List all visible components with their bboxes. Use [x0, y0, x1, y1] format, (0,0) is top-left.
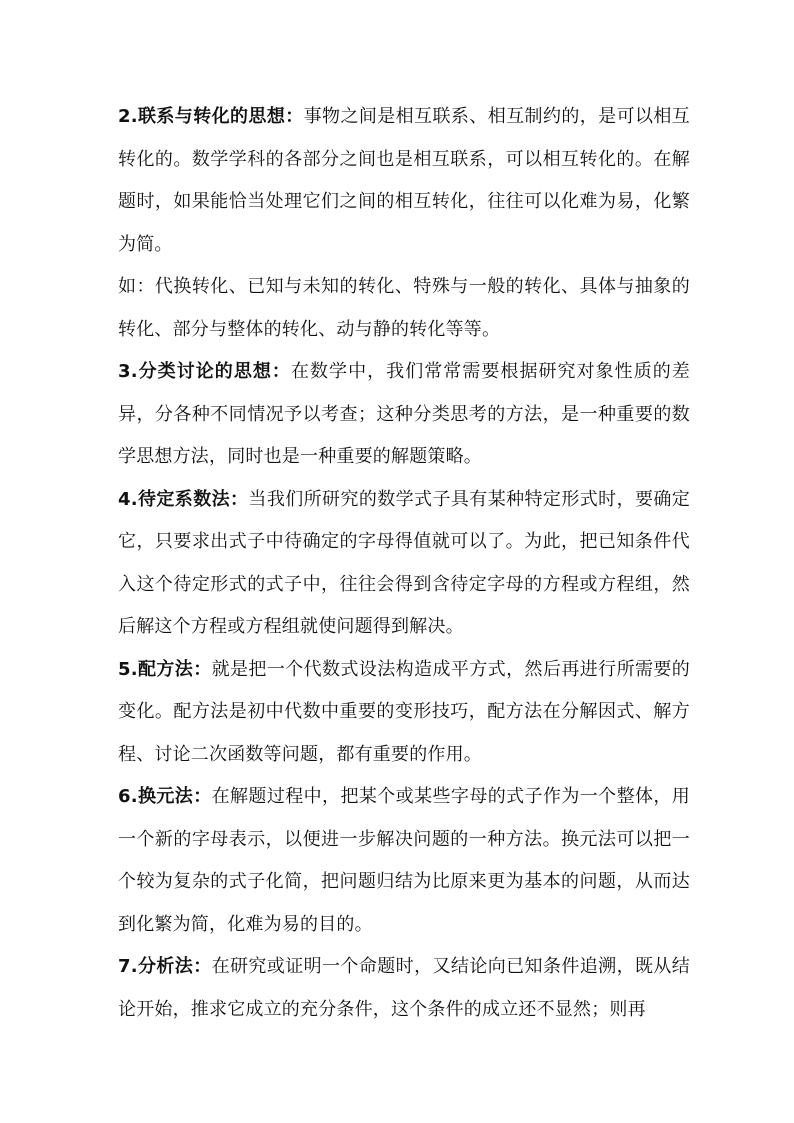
paragraph-analysis [118, 946, 690, 1031]
paragraph-term: 2.联系与转化的思想： [118, 106, 304, 127]
paragraph-term: 5.配方法： [118, 658, 212, 680]
paragraph-classification [118, 351, 690, 479]
paragraph-substitution [118, 776, 690, 946]
paragraph-examples [118, 266, 690, 351]
paragraph-term: 7.分析法： [118, 956, 212, 977]
paragraph-text: 事物之间是相互联系、相互制约的，是可以相互转化的。数学学科的各部分之间也是相互联系，可以相互转化的。在解题时，如果能恰当处理它们之间的相互转化，往往可以化难为易，化繁为简。 [118, 106, 690, 255]
paragraph-text: 如：代换转化、已知与未知的转化、特殊与一般的转化、具体与抽象的转化、部分与整体的转化、动与静的转化等等。 [118, 276, 690, 340]
paragraph-term: 3.分类讨论的思想： [118, 361, 291, 382]
paragraph-contact-transform [118, 96, 690, 266]
paragraph-text: 在研究或证明一个命题时，又结论向已知条件追溯，既从结论开始，推求它成立的充分条件，这个条件的成立还不显然；则再 [118, 956, 691, 1020]
paragraph-term: 4.待定系数法： [118, 488, 249, 510]
paragraph-term: 6.换元法： [118, 786, 212, 807]
paragraph-text: 在解题过程中，把某个或某些字母的式子作为一个整体，用一个新的字母表示，以便进一步解决问题的一种方法。换元法可以把一个较为复杂的式子化简，把问题归结为比原来更为基本的问题，从而达到化繁为简，化难为易的目的。 [118, 786, 691, 935]
paragraph-text: 在数学中，我们常常需要根据研究对象性质的差异，分各种不同情况予以考查；这种分类思考的方法，是一种重要的数学思想方法，同时也是一种重要的解题策略。 [118, 361, 690, 467]
paragraph-undetermined-coefficients [118, 479, 690, 649]
paragraph-text: 就是把一个代数式设法构造成平方式，然后再进行所需要的变化。配方法是初中代数中重要的变形技巧，配方法在分解因式、解方程、讨论二次函数等问题，都有重要的作用。 [118, 658, 691, 765]
paragraph-completing-square [118, 649, 690, 777]
paragraph-text: 当我们所研究的数学式子具有某种特定形式时，要确定它，只要求出式子中待确定的字母得值就可以了。为此，把已知条件代入这个待定形式的式子中，往往会得到含待定字母的方程或方程组，然后解这个方程或方程组就使问题得到解决。 [118, 488, 690, 637]
document-body [118, 96, 690, 1031]
